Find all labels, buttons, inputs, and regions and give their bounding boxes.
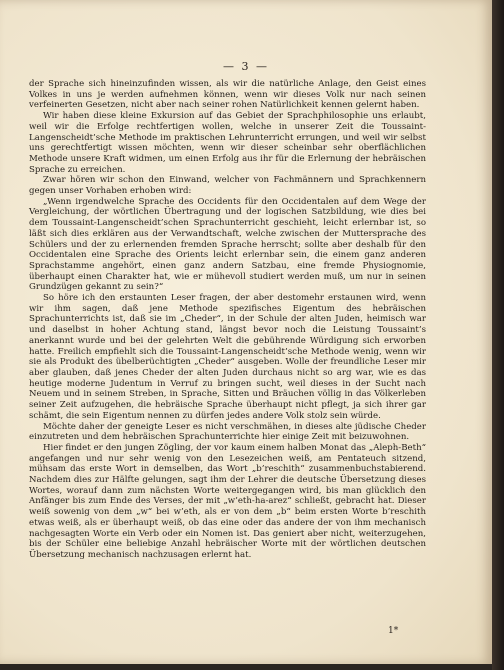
- paragraph-2: Wir haben diese kleine Exkursion auf das Gebiet der Sprachphilosophie uns erlaubt, weil wir die Erfolge rechtfertigen wollen, welche in unserer Zeit die Toussaint-Langenscheidt’sche Methode im praktischen Lehrunterricht errungen, und weil wir selbst uns gerechtfertigt wissen möchten, wenn wir dieser scheinbar sehr oberflächlichen Methode unsere Kraft widmen, um einen Erfolg aus ihr für die Erlernung der hebräischen Sprache zu erreichen.: [29, 111, 426, 175]
- paragraph-4-quote: „Wenn irgendwelche Sprache des Occidents für den Occidentalen auf dem Wege der Vergleichung, der wörtlichen Übertragung und der logischen Satzbildung, wie dies bei dem Toussaint-Langenscheidt’schen Sprachunterricht geschieht, leicht erlernbar ist, so läßt sich dies erklären aus der Verwandtschaft, welche zwischen der Muttersprache des Schülers und der zu erlernenden fremden Sprache herrscht; sollte aber deshalb für den Occidentalen eine Sprache des Orients leicht erlernbar sein, die einem ganz anderen Sprachstamme angehört, einen ganz andern Satzbau, eine fremde Physiognomie, überhaupt einen Charakter hat, wie er mühevoll studiert werden muß, um nur in seinen Grundzügen gekannt zu sein?“: [29, 196, 426, 293]
- paragraph-5: So höre ich den erstaunten Leser fragen, der aber destomehr erstaunen wird, wenn wir ihm sagen, daß jene Methode spezifisches Eigentum des hebräischen Sprachunterrichts ist, daß sie im „Cheder“, in der Schule der alten Juden, heimisch war und daselbst in hoher Achtung stand, längst bevor noch die Leistung Toussaint’s anerkannt wurde und bei der gelehrten Welt die gebührende Würdigung sich erworben hatte. Freilich empfiehlt sich die Toussaint-Langenscheidt’sche Methode wenig, wenn wir sie als Produkt des übelberüchtigten „Cheder“ ausgeben. Wolle der freundliche Leser mir aber glauben, daß jenes Cheder der alten Juden durchaus nicht so arg war, wie es das heutige moderne Judentum in Verruf zu bringen sucht, weil dieses in der Sucht nach Neuem und in seinem Streben, in Sprache, Sitten und Bräuchen völlig in das Völkerleben seiner Zeit aufzugehen, die hebräische Sprache überhaupt nicht pflegt, ja sich ihrer gar schämt, die sein Eigentum nennen zu dürfen jedes andere Volk stolz sein würde.: [29, 293, 426, 421]
- signature-mark: 1*: [388, 626, 399, 636]
- paragraph-3: Zwar hören wir schon den Einwand, welcher von Fachmännern und Sprachkennern gegen unser Vorhaben erhoben wird:: [29, 175, 426, 197]
- paragraph-1: der Sprache sich hineinzufinden wissen, als wir die natürliche Anlage, den Geist eines Volkes in uns je werden aufnehmen können, wenn wir dieses Volk nur nach seinen verfeinerten Gesetzen, nicht aber nach seiner rohen Natürlichkeit kennen gelernt haben.: [29, 79, 426, 111]
- book-spine: [492, 0, 504, 670]
- body-text: [29, 79, 426, 561]
- paragraph-7: Hier findet er den jungen Zögling, der vor kaum einem halben Monat das „Aleph-Beth“ angefangen und nur sehr wenig von den Lesezeichen weiß, am Pentateuch sitzend, mühsam das erste Wort in demselben, das Wort „b’reschith“ zusammenbuchstabierend. Nachdem dies zur Hälfte gelungen, sagt ihm der Lehrer die deutsche Übersetzung dieses Wortes, worauf dann zum nächsten Worte weitergegangen wird, bis man glücklich den Anfänger bis zum Ende des Verses, der mit „w’eth-ha-arez“ schließt, gebracht hat. Dieser weiß sowenig von dem „w“ bei w’eth, als er von dem „b“ beim ersten Worte b’reschith etwas weiß, als er überhaupt weiß, ob das eine oder das andere der von ihm mechanisch nachgesagten Worte ein Verb oder ein Nomen ist. Das geniert aber nicht, weiterzugehen, bis der Schüler eine beliebige Anzahl hebräischer Worte mit der wörtlichen deutschen Übersetzung mechanisch nachzusagen erlernt hat.: [29, 442, 426, 560]
- paragraph-6: Möchte daher der geneigte Leser es nicht verschmähen, in dieses alte jüdische Cheder einzutreten und dem hebräischen Sprachunterrichte hier einige Zeit mit beizuwohnen.: [29, 421, 426, 443]
- page-number: — 3 —: [223, 60, 269, 73]
